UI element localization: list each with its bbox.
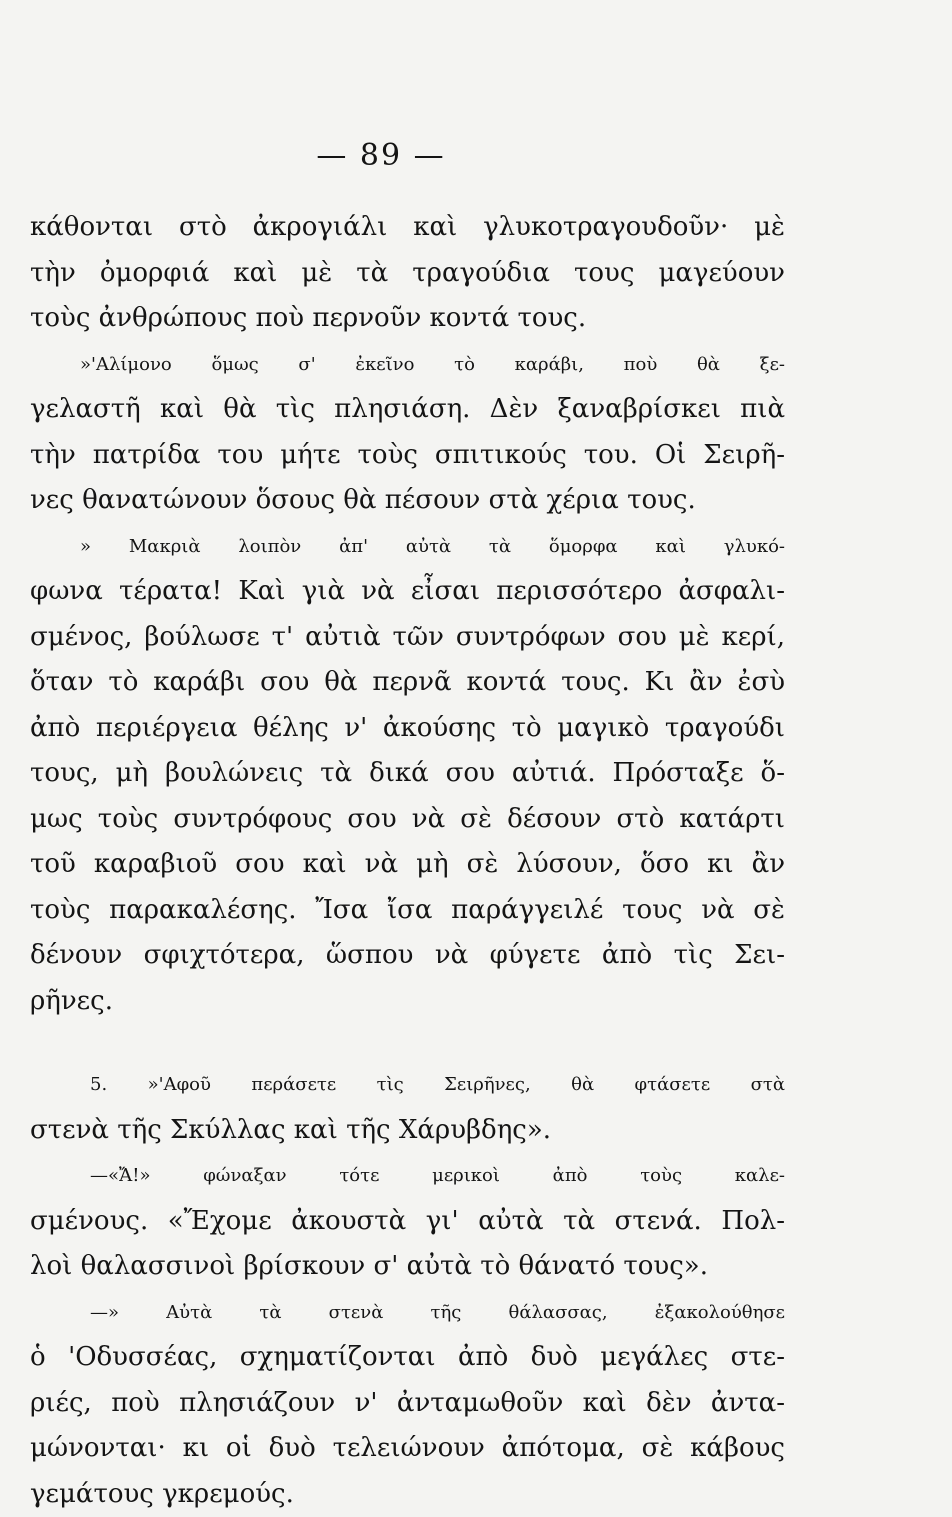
text-line: στενὰ τῆς Σκύλλας καὶ τῆς Χάρυβδης». [30,1108,785,1154]
text-line: »'Αλίμονο ὅμως σ' ἐκεῖνο τὸ καράβι, ποὺ θὰ ξε- [30,342,785,388]
text-line: σμένος, βούλωσε τ' αὐτιὰ τῶν συντρόφων σου μὲ κερί, [30,615,785,661]
text-line: ρῆνες. [30,979,785,1025]
text-line: τοὺς ἀνθρώπους ποὺ περνοῦν κοντά τους. [30,296,785,342]
text-line: » Μακριὰ λοιπὸν ἀπ' αὐτὰ τὰ ὅμορφα καὶ γλυκό- [30,524,785,570]
text-line: ὁ 'Οδυσσέας, σχηματίζονται ἀπὸ δυὸ μεγάλες στε- [30,1335,785,1381]
text-line: ἀπὸ περιέργεια θέλης ν' ἀκούσης τὸ μαγικὸ τραγούδι [30,706,785,752]
text-line: κάθονται στὸ ἀκρογιάλι καὶ γλυκοτραγουδοῦν· μὲ [30,205,785,251]
text-line: τοὺς παρακαλέσης. Ἴσα ἴσα παράγγειλέ τους νὰ σὲ [30,888,785,934]
text-line: τὴν πατρίδα του μήτε τοὺς σπιτικούς του. Οἱ Σειρῆ- [30,433,785,479]
text-line: —«Ἄ!» φώναξαν τότε μερικοὶ ἀπὸ τοὺς καλε- [30,1153,785,1199]
text-line: μώνονται· κι οἱ δυὸ τελειώνουν ἀπότομα, σὲ κάβους [30,1426,785,1472]
text-line: γεμάτους γκρεμούς. [30,1472,785,1517]
page-number: — 89 — [0,138,762,173]
text-line: φωνα τέρατα! Καὶ γιὰ νὰ εἶσαι περισσότερο ἀσφαλι- [30,569,785,615]
text-line: γελαστῆ καὶ θὰ τὶς πλησιάση. Δὲν ξαναβρίσκει πιὰ [30,387,785,433]
body-text [30,205,785,1517]
text-line: νες θανατώνουν ὅσους θὰ πέσουν στὰ χέρια τους. [30,478,785,524]
text-line: τους, μὴ βουλώνεις τὰ δικά σου αὐτιά. Πρόσταξε ὅ- [30,751,785,797]
text-line: ὅταν τὸ καράβι σου θὰ περνᾶ κοντά τους. Κι ἂν ἐσὺ [30,660,785,706]
section-gap [30,1024,785,1062]
text-line: ριές, ποὺ πλησιάζουν ν' ἀνταμωθοῦν καὶ δὲν ἀντα- [30,1381,785,1427]
text-line: σμένους. «Ἔχομε ἀκουστὰ γι' αὐτὰ τὰ στενά. Πολ- [30,1199,785,1245]
text-line: τοῦ καραβιοῦ σου καὶ νὰ μὴ σὲ λύσουν, ὅσο κι ἂν [30,842,785,888]
text-line: τὴν ὀμορφιά καὶ μὲ τὰ τραγούδια τους μαγεύουν [30,251,785,297]
text-line: λοὶ θαλασσινοὶ βρίσκουν σ' αὐτὰ τὸ θάνατό τους». [30,1244,785,1290]
text-line: —» Αὐτὰ τὰ στενὰ τῆς θάλασσας, ἐξακολούθησε [30,1290,785,1336]
text-line: 5. »'Αφοῦ περάσετε τὶς Σειρῆνες, θὰ φτάσετε στὰ [30,1062,785,1108]
text-line: δένουν σφιχτότερα, ὥσπου νὰ φύγετε ἀπὸ τὶς Σει- [30,933,785,979]
text-line: μως τοὺς συντρόφους σου νὰ σὲ δέσουν στὸ κατάρτι [30,797,785,843]
